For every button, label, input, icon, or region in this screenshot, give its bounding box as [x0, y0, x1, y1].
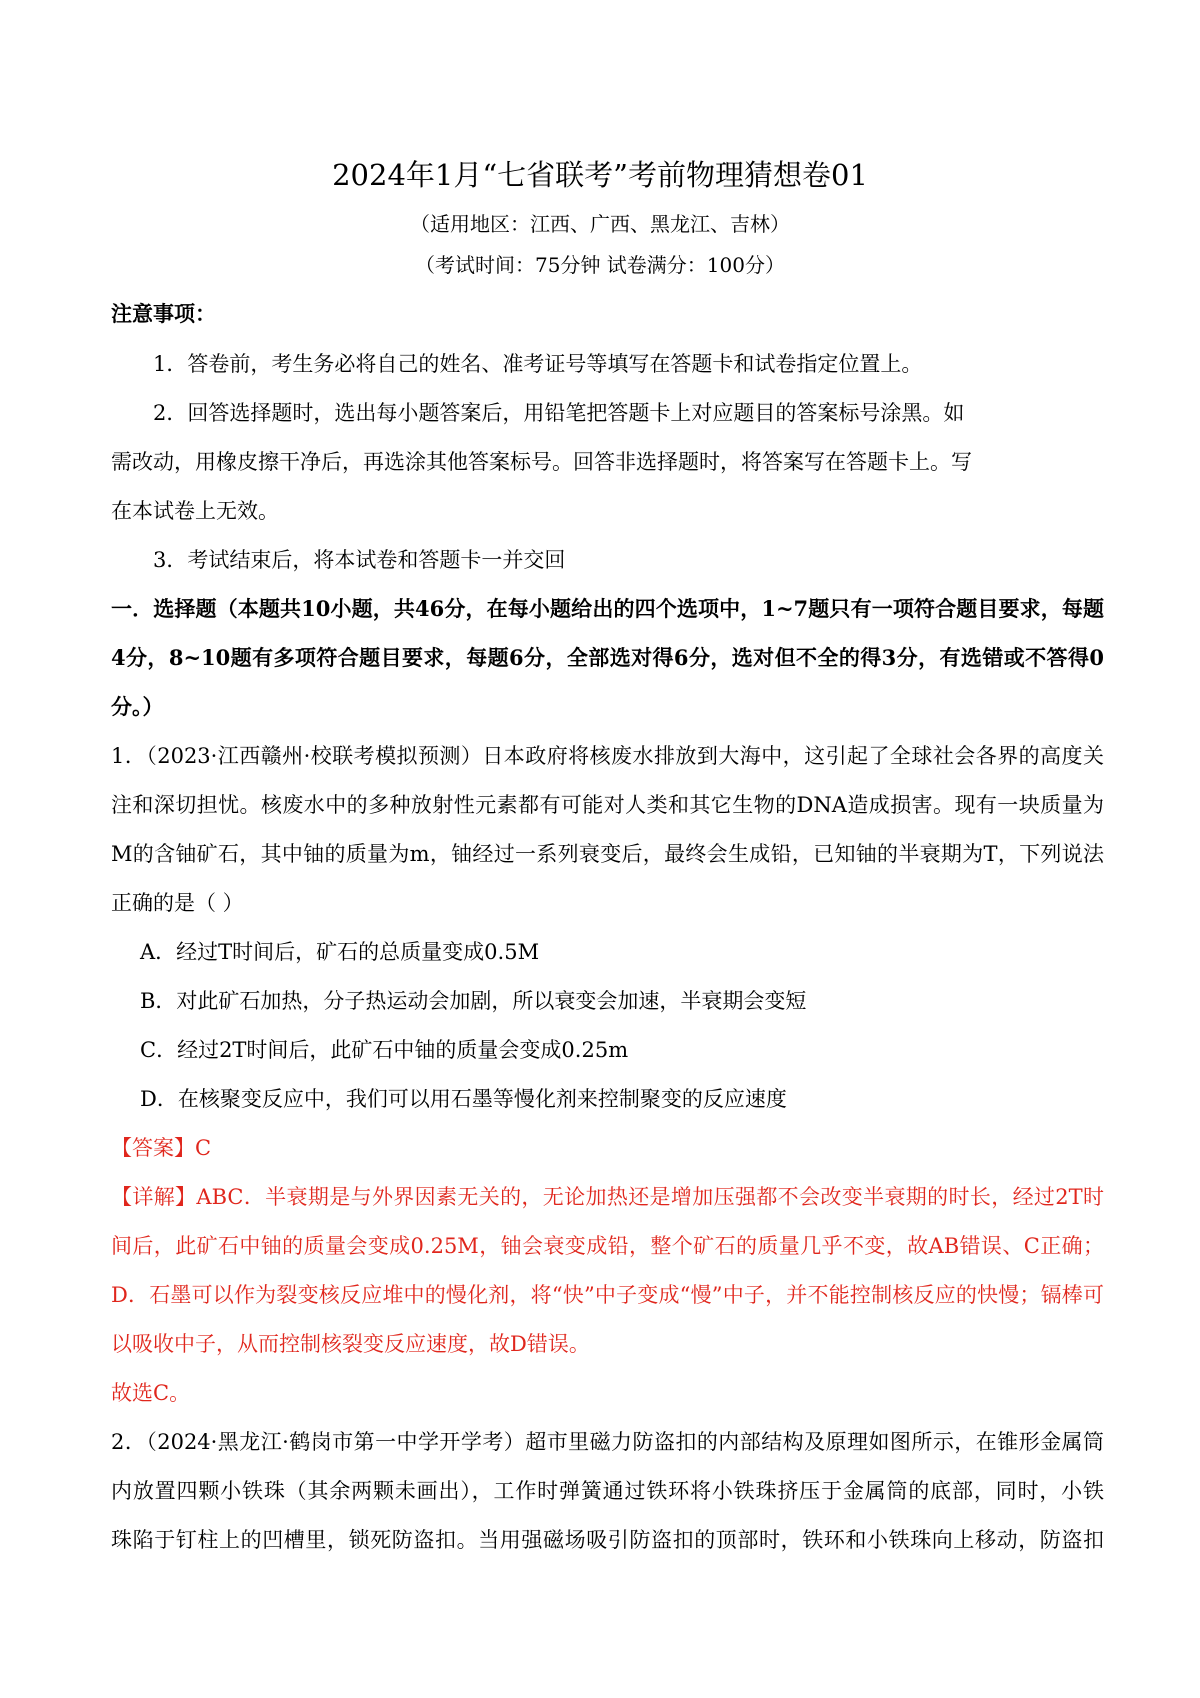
- q1-option-d: D．在核聚变反应中，我们可以用石墨等慢化剂来控制聚变的反应速度: [140, 1087, 787, 1111]
- q1-option-b: B．对此矿石加热，分子热运动会加剧，所以衰变会加速，半衰期会变短: [140, 989, 807, 1013]
- q1-explanation-line-3: D．石墨可以作为裂变核反应堆中的慢化剂，将“快”中子变成“慢”中子，并不能控制核反应的快慢；镉棒可: [111, 1283, 1104, 1307]
- q1-stem-line-1: 1．（2023·江西赣州·校联考模拟预测）日本政府将核废水排放到大海中，这引起了全球社会各界的高度关: [111, 744, 1104, 768]
- page-title: 2024年1月“七省联考”考前物理猜想卷01: [332, 158, 868, 192]
- section-heading-line-1: 一．选择题（本题共10小题，共46分，在每小题给出的四个选项中，1~7题只有一项符合题目要求，每题: [111, 596, 1104, 621]
- q1-explanation-line-4: 以吸收中子，从而控制核裂变反应速度，故D错误。: [111, 1332, 590, 1356]
- note-item-2-line-3: 在本试卷上无效。: [111, 499, 279, 523]
- q1-answer: 【答案】C: [111, 1136, 212, 1160]
- section-heading-line-2: 4分，8~10题有多项符合题目要求，每题6分，全部选对得6分，选对但不全的得3分，有选错或不答得0: [111, 645, 1104, 670]
- note-item-2-line-1: 2．回答选择题时，选出每小题答案后，用铅笔把答题卡上对应题目的答案标号涂黑。如: [153, 401, 965, 425]
- q2-stem-line-1: 2．（2024·黑龙江·鹤岗市第一中学开学考）超市里磁力防盗扣的内部结构及原理如图所示，在锥形金属筒: [111, 1430, 1104, 1454]
- applicable-region: （适用地区：江西、广西、黑龙江、吉林）: [410, 212, 790, 236]
- q1-explanation-line-1: 【详解】ABC．半衰期是与外界因素无关的，无论加热还是增加压强都不会改变半衰期的时长，经过2T时: [111, 1185, 1104, 1209]
- note-item-2-line-2: 需改动，用橡皮擦干净后，再选涂其他答案标号。回答非选择题时，将答案写在答题卡上。写: [111, 450, 972, 474]
- q1-conclusion: 故选C。: [111, 1381, 191, 1405]
- q1-option-a: A．经过T时间后，矿石的总质量变成0.5M: [140, 940, 540, 964]
- q1-option-c: C．经过2T时间后，此矿石中铀的质量会变成0.25m: [140, 1038, 629, 1062]
- q1-stem-line-3: M的含铀矿石，其中铀的质量为m，铀经过一系列衰变后，最终会生成铅，已知铀的半衰期为T，下列说法: [111, 842, 1104, 866]
- q1-stem-line-4: 正确的是（ ）: [111, 891, 244, 915]
- q2-stem-line-2: 内放置四颗小铁珠（其余两颗未画出），工作时弹簧通过铁环将小铁珠挤压于金属筒的底部，同时，小铁: [111, 1479, 1104, 1503]
- q2-stem-line-3: 珠陷于钉柱上的凹槽里，锁死防盗扣。当用强磁场吸引防盗扣的顶部时，铁环和小铁珠向上移动，防盗扣: [111, 1528, 1104, 1552]
- q1-stem-line-2: 注和深切担忧。核废水中的多种放射性元素都有可能对人类和其它生物的DNA造成损害。现有一块质量为: [111, 793, 1104, 817]
- notes-heading: 注意事项：: [111, 301, 216, 326]
- exam-time-info: （考试时间：75分钟 试卷满分：100分）: [415, 253, 785, 277]
- q1-explanation-line-2: 间后，此矿石中铀的质量会变成0.25M，铀会衰变成铅，整个矿石的质量几乎不变，故AB错误、C正确；: [111, 1234, 1104, 1258]
- section-heading-line-3: 分。）: [111, 694, 164, 719]
- note-item-1: 1．答卷前，考生务必将自己的姓名、准考证号等填写在答题卡和试卷指定位置上。: [153, 352, 923, 376]
- note-item-3: 3．考试结束后，将本试卷和答题卡一并交回: [153, 548, 566, 572]
